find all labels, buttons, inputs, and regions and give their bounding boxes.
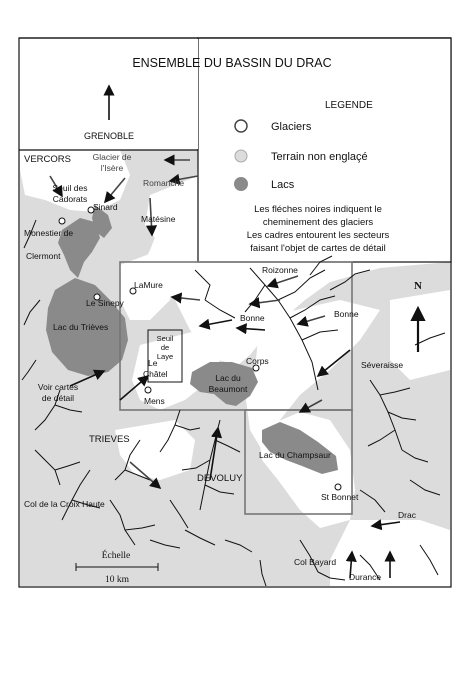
label-sinard: Sinard xyxy=(93,202,118,212)
label-lac-beaumont-2: Beaumont xyxy=(208,384,248,394)
legend-lake-label: Lacs xyxy=(271,179,295,191)
label-monestier-2: Clermont xyxy=(26,251,61,261)
label-devoluy: DEVOLUY xyxy=(197,473,243,484)
label-roizonne: Roizonne xyxy=(262,265,298,275)
label-st-bonnet: St Bonnet xyxy=(321,492,359,502)
label-lac-champsaur: Lac du Champsaur xyxy=(259,450,331,460)
svg-text:faisant l'objet de cartes de d: faisant l'objet de cartes de détail xyxy=(250,243,386,254)
label-seuil-laye-2: de xyxy=(160,343,170,352)
label-vercors: VERCORS xyxy=(24,154,71,165)
label-le-chatel-1: Le xyxy=(148,358,158,368)
label-seuil-cadorats-2: Cadorats xyxy=(52,194,88,204)
label-drac: Drac xyxy=(398,510,416,520)
label-bonne-2: Bonne xyxy=(334,309,359,319)
legend-glacier-swatch xyxy=(235,120,247,132)
label-col-croix-haute: Col de la Croix Haute xyxy=(24,499,105,509)
label-trieves: TRIEVES xyxy=(89,434,130,445)
label-durance: Durance xyxy=(349,572,382,582)
label-lac-trieves: Lac du Trièves xyxy=(53,322,109,332)
legend-glacier-label: Glaciers xyxy=(271,121,312,133)
legend-lake-swatch xyxy=(234,177,248,191)
svg-text:Les fléches noires indiquent l: Les fléches noires indiquent le xyxy=(254,204,382,215)
label-seuil-cadorats-1: Seuil des xyxy=(52,183,88,193)
label-corps: Corps xyxy=(246,356,269,366)
label-le-sinepy: Le Sinepy xyxy=(86,298,124,308)
label-grenoble: GRENOBLE xyxy=(83,131,135,141)
label-col-bayard: Col Bayard xyxy=(294,557,337,567)
map-title: ENSEMBLE DU BASSIN DU DRAC xyxy=(132,56,332,70)
label-glacier-isere-1: Glacier de xyxy=(92,152,132,162)
label-seuil-laye-3: Laye xyxy=(156,352,174,361)
north-label: N xyxy=(414,280,422,292)
label-seuil-laye-1: Seuil xyxy=(156,334,174,343)
label-severaisse: Séveraisse xyxy=(361,360,404,370)
label-voir-cartes-1: Voir cartes xyxy=(37,382,79,392)
svg-text:10 km: 10 km xyxy=(104,575,130,585)
label-matesine: Matésine xyxy=(141,214,176,224)
legend-heading: LEGENDE xyxy=(325,100,373,111)
label-voir-cartes-2: de détail xyxy=(41,393,75,403)
legend-terrain-swatch xyxy=(235,150,247,162)
label-romanche: Romanche xyxy=(143,178,185,188)
label-lamure: LaMure xyxy=(134,280,163,290)
svg-text:Échelle: Échelle xyxy=(101,551,131,561)
label-monestier-1: Monestier de xyxy=(24,228,74,238)
legend-terrain-label: Terrain non englaçé xyxy=(271,151,368,163)
label-glacier-isere-2: l'Isère xyxy=(100,163,124,173)
label-le-chatel-2: Châtel xyxy=(143,369,168,379)
label-bonne-1: Bonne xyxy=(240,313,265,323)
svg-text:Les cadres entourent les secte: Les cadres entourent les secteurs xyxy=(246,230,390,241)
label-mens: Mens xyxy=(144,396,165,406)
svg-text:cheminement des glaciers: cheminement des glaciers xyxy=(262,217,374,228)
label-lac-beaumont-1: Lac du xyxy=(215,373,241,383)
